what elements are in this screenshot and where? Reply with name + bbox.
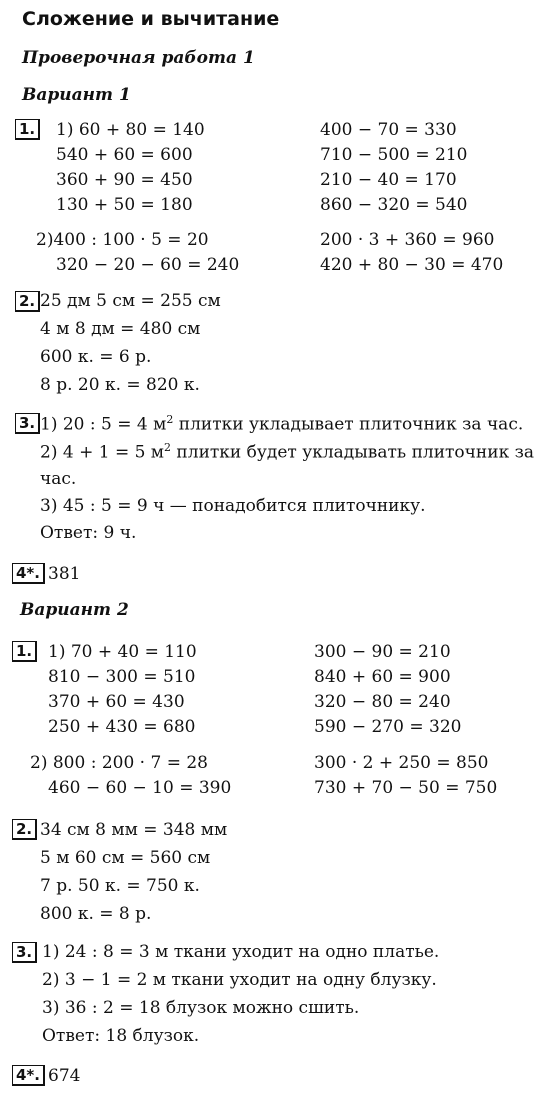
task-number-1: 1.: [12, 641, 37, 662]
v2-task3-line: 3) 36 : 2 = 18 блузок можно сшить.: [42, 998, 360, 1018]
v1-task1-line: 210 − 40 = 170: [320, 170, 457, 190]
v2-task2-line: 5 м 60 см = 560 см: [40, 848, 211, 868]
v1-task1-line: 320 − 20 − 60 = 240: [56, 255, 240, 275]
task-number-1: 1.: [15, 119, 40, 140]
v1-task1-line: 540 + 60 = 600: [56, 145, 193, 165]
variant-1-label: Вариант 1: [22, 85, 131, 105]
v2-task1-line: 730 + 70 − 50 = 750: [314, 778, 498, 798]
v1-task1-line: 360 + 90 = 450: [56, 170, 193, 190]
v2-task2-line: 7 р. 50 к. = 750 к.: [40, 876, 200, 896]
v2-task3-line: 2) 3 − 1 = 2 м ткани уходит на одну блузку.: [42, 970, 437, 990]
v1-task1-line: 710 − 500 = 210: [320, 145, 468, 165]
v1-task2-line: 4 м 8 дм = 480 см: [40, 319, 201, 339]
v2-task1-line: 370 + 60 = 430: [48, 692, 185, 712]
v1-task1-line: 200 · 3 + 360 = 960: [320, 230, 495, 250]
variant-2-label: Вариант 2: [20, 600, 129, 620]
v1-task3-line: час.: [40, 469, 77, 489]
v2-task4-answer: 674: [48, 1066, 81, 1086]
v1-task1-line: 2)400 : 100 · 5 = 20: [36, 230, 209, 250]
v2-task1-line: 250 + 430 = 680: [48, 717, 196, 737]
v1-task2-line: 25 дм 5 см = 255 см: [40, 291, 221, 311]
task-number-2: 2.: [15, 291, 40, 312]
v1-task1-line: 420 + 80 − 30 = 470: [320, 255, 504, 275]
v2-task1-line: 1) 70 + 40 = 110: [48, 642, 197, 662]
v1-task1-line: 400 − 70 = 330: [320, 120, 457, 140]
v1-task3-line-2: 2) 4 + 1 = 5 $м^2$ плитки будет укладывать плиточник за: [40, 441, 534, 463]
v1-task1-line: 1) 60 + 80 = 140: [56, 120, 205, 140]
task-number-3: 3.: [15, 413, 40, 434]
task-number-3: 3.: [12, 942, 37, 963]
v2-task2-line: 34 см 8 мм = 348 мм: [40, 820, 228, 840]
v2-task1-line: 840 + 60 = 900: [314, 667, 451, 687]
v1-task3-line-1: 1) 20 : 5 = 4 $м^2$ плитки укладывает плиточник за час.: [40, 413, 524, 435]
v2-task1-line: 460 − 60 − 10 = 390: [48, 778, 232, 798]
v1-task3-answer: Ответ: 9 ч.: [40, 523, 137, 543]
v1-task2-line: 8 р. 20 к. = 820 к.: [40, 375, 200, 395]
task-number-2: 2.: [12, 819, 37, 840]
v2-task1-line: 300 − 90 = 210: [314, 642, 451, 662]
v2-task1-line: 810 − 300 = 510: [48, 667, 196, 687]
task-number-4: 4*.: [12, 1065, 45, 1086]
v1-task3-line: 3) 45 : 5 = 9 ч — понадобится плиточнику.: [40, 496, 426, 516]
v2-task1-line: 300 · 2 + 250 = 850: [314, 753, 489, 773]
v2-task2-line: 800 к. = 8 р.: [40, 904, 152, 924]
v2-task3-line: 1) 24 : 8 = 3 м ткани уходит на одно платье.: [42, 942, 440, 962]
v1-task1-line: 860 − 320 = 540: [320, 195, 468, 215]
v1-task4-answer: 381: [48, 564, 81, 584]
v2-task1-line: 320 − 80 = 240: [314, 692, 451, 712]
v1-task1-line: 130 + 50 = 180: [56, 195, 193, 215]
v2-task1-line: 2) 800 : 200 · 7 = 28: [30, 753, 208, 773]
v2-task3-answer: Ответ: 18 блузок.: [42, 1026, 200, 1046]
work-title: Проверочная работа 1: [22, 48, 255, 68]
v2-task1-line: 590 − 270 = 320: [314, 717, 462, 737]
task-number-4: 4*.: [12, 563, 45, 584]
v1-task2-line: 600 к. = 6 р.: [40, 347, 152, 367]
page-title: Сложение и вычитание: [22, 8, 280, 30]
